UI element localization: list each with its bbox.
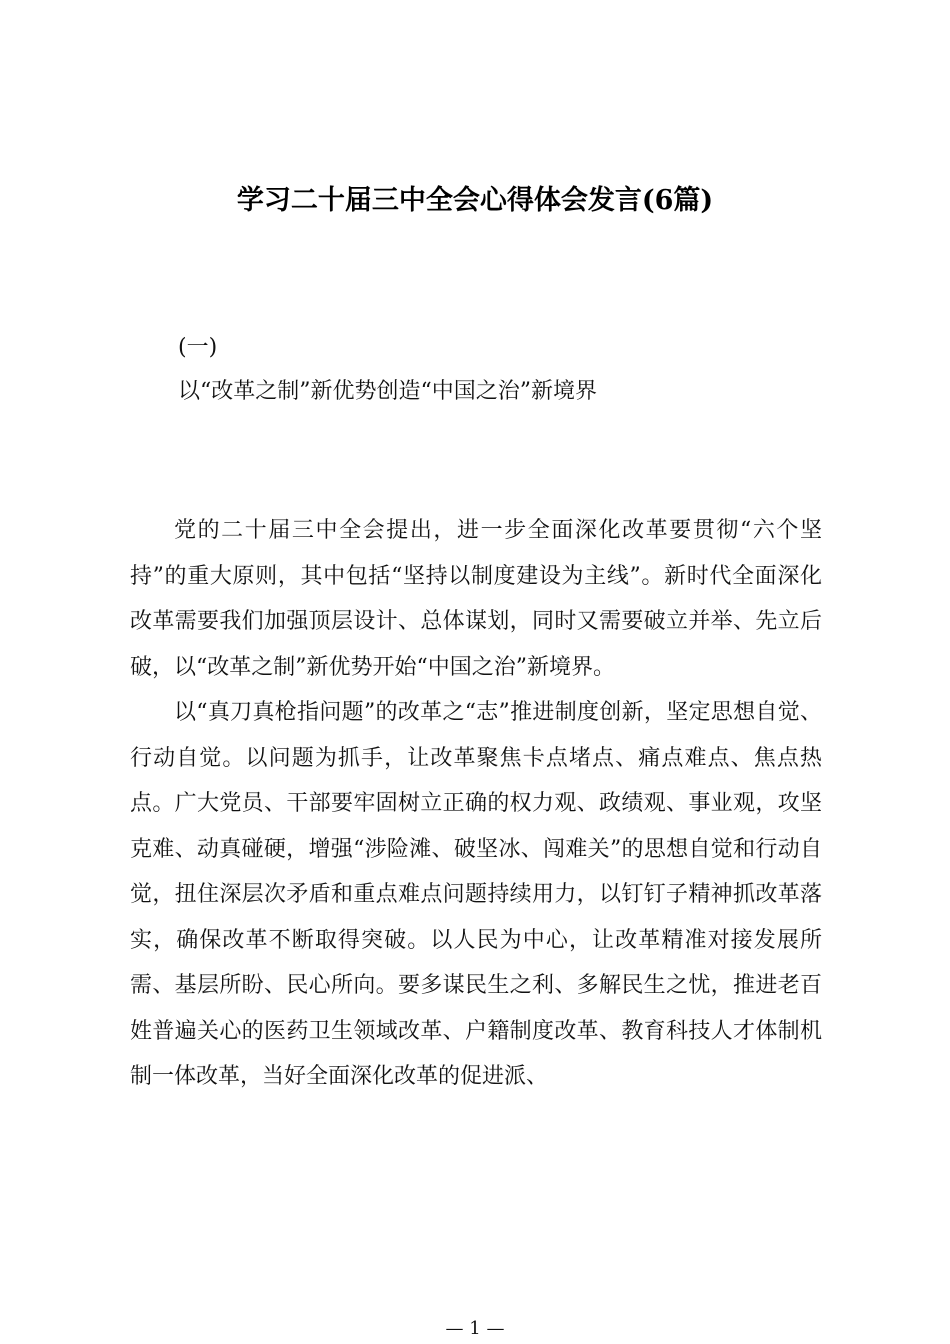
paragraph: 以“真刀真枪指问题”的改革之“志”推进制度创新，坚定思想自觉、行动自觉。以问题为抓手，让改革聚焦卡点堵点、痛点难点、焦点热点。广大党员、干部要牢固树立正确的权力观、政绩观、事业观，攻坚克难、动真碰硬，增强“涉险滩、破坚冰、闯难关”的思想自觉和行动自觉，扭住深层次矛盾和重点难点问题持续用力，以钉钉子精神抓改革落实，确保改革不断取得突破。以人民为中心，让改革精准对接发展所需、基层所盼、民心所向。要多谋民生之利、多解民生之忧，推进老百姓普遍关心的医药卫生领域改革、户籍制度改革、教育科技人才体制机制一体改革，当好全面深化改革的促进派、: [130, 700, 822, 1089]
document-title: 学习二十届三中全会心得体会发言(6篇): [236, 185, 714, 216]
section-title: 以“改革之制”新优势创造“中国之治”新境界: [178, 379, 597, 404]
section-marker: (一): [178, 335, 218, 360]
document-body: [130, 508, 822, 1100]
page-number: — 1 —: [445, 1318, 505, 1339]
paragraph: 党的二十届三中全会提出，进一步全面深化改革要贯彻“六个坚持”的重大原则，其中包括“坚持以制度建设为主线”。新时代全面深化改革需要我们加强顶层设计、总体谋划，同时又需要破立并举、先立后破，以“改革之制”新优势开始“中国之治”新境界。: [130, 518, 822, 680]
